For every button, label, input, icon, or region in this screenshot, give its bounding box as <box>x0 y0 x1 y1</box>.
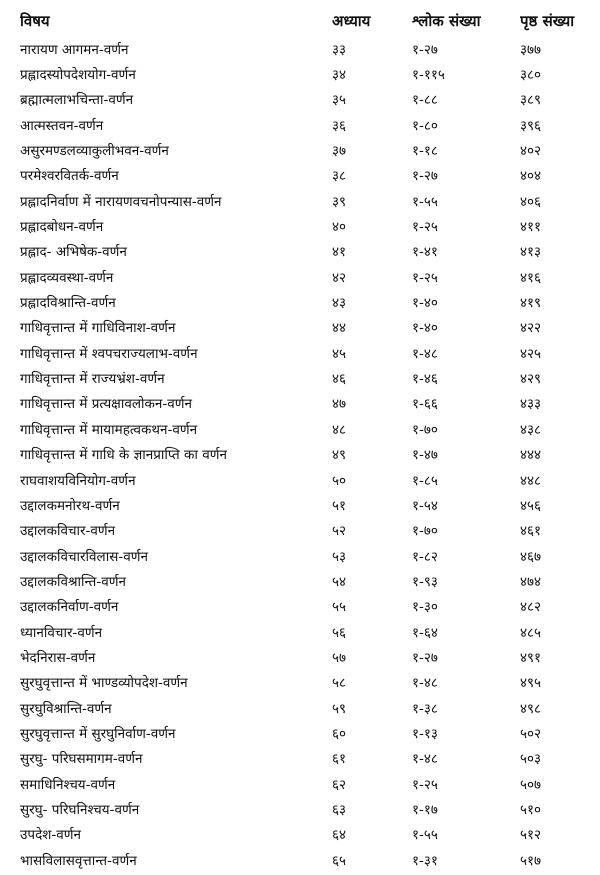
header-chapter: अध्याय <box>332 12 371 30</box>
table-row <box>20 416 592 441</box>
row-subject: गाधिवृत्तान्त में गाधि के ज्ञानप्राप्ति का वर्णन <box>20 447 227 464</box>
row-page: ४३३ <box>520 396 542 413</box>
header-verses: श्लोक संख्या <box>412 12 481 30</box>
row-verses: १-४८ <box>412 751 438 768</box>
row-chapter: ४६ <box>332 371 347 388</box>
row-page: ४१६ <box>520 269 542 286</box>
table-row <box>20 492 592 517</box>
row-verses: १-८८ <box>412 92 438 109</box>
row-subject: प्रह्लादव्यवस्था-वर्णन <box>20 269 114 286</box>
row-page: ३८० <box>520 67 542 84</box>
table-row <box>20 315 592 340</box>
table-row <box>20 87 592 112</box>
row-subject: उद्दालकविचार-वर्णन <box>20 523 116 540</box>
row-chapter: ५४ <box>332 573 347 590</box>
row-subject: उद्दालकविश्रान्ति-वर्णन <box>20 573 126 590</box>
row-verses: १-९३ <box>412 573 438 590</box>
row-verses: १-४८ <box>412 345 438 362</box>
table-row <box>20 720 592 745</box>
row-chapter: ६१ <box>332 751 347 768</box>
row-subject: प्रह्लादनिर्वाण में नारायणवचनोपन्यास-वर्णन <box>20 193 222 210</box>
row-verses: १-१८ <box>412 143 438 160</box>
row-page: ३९६ <box>520 117 542 134</box>
row-verses: १-२७ <box>412 168 438 185</box>
row-subject: नारायण आगमन-वर्णन <box>20 41 129 58</box>
row-page: ४३८ <box>520 421 542 438</box>
row-subject: प्रह्लाद- अभिषेक-वर्णन <box>20 244 127 261</box>
row-verses: १-२७ <box>412 41 438 58</box>
row-subject: सुरघुवृत्तान्त में भाण्डव्योपदेश-वर्णन <box>20 675 188 692</box>
row-verses: १-४० <box>412 320 438 337</box>
row-subject: गाधिवृत्तान्त में प्रत्यक्षावलोकन-वर्णन <box>20 396 192 413</box>
table-row <box>20 188 592 213</box>
row-page: ४८२ <box>520 599 542 616</box>
table-row <box>20 594 592 619</box>
table-row <box>20 619 592 644</box>
row-chapter: ४५ <box>332 345 347 362</box>
row-subject: प्रह्लादस्योपदेशयोग-वर्णन <box>20 67 136 84</box>
row-verses: १-४६ <box>412 371 438 388</box>
row-verses: १-११५ <box>412 67 445 84</box>
row-chapter: ३८ <box>332 168 347 185</box>
row-subject: सुरघुवृत्तान्त में सुरघुनिर्वाण-वर्णन <box>20 725 176 742</box>
row-chapter: ४९ <box>332 447 347 464</box>
row-page: ४८५ <box>520 624 542 641</box>
table-row <box>20 796 592 821</box>
row-verses: १-१७ <box>412 801 438 818</box>
row-page: ५१० <box>520 801 542 818</box>
row-verses: १-५५ <box>412 193 438 210</box>
row-chapter: ३९ <box>332 193 347 210</box>
header-page: पृष्ठ संख्या <box>520 12 575 30</box>
row-chapter: ३६ <box>332 117 347 134</box>
row-chapter: ४२ <box>332 269 347 286</box>
row-chapter: ५२ <box>332 523 347 540</box>
row-page: ४०२ <box>520 143 542 160</box>
row-page: ४६७ <box>520 548 542 565</box>
table-row <box>20 340 592 365</box>
table-row <box>20 163 592 188</box>
row-chapter: ६४ <box>332 827 347 844</box>
row-page: ५१७ <box>520 852 542 869</box>
row-page: ४०४ <box>520 168 542 185</box>
row-page: ५०३ <box>520 751 542 768</box>
row-chapter: ६५ <box>332 852 347 869</box>
row-chapter: ४८ <box>332 421 347 438</box>
table-row <box>20 137 592 162</box>
row-subject: गाधिवृत्तान्त में राज्यभ्रंश-वर्णन <box>20 371 165 388</box>
table-row <box>20 467 592 492</box>
row-page: ४९५ <box>520 675 542 692</box>
row-page: ४२९ <box>520 371 542 388</box>
row-verses: १-४० <box>412 295 438 312</box>
row-verses: १-७० <box>412 421 438 438</box>
row-page: ३८९ <box>520 92 542 109</box>
row-verses: १-८२ <box>412 548 438 565</box>
contents-table <box>20 6 592 872</box>
table-row <box>20 365 592 390</box>
row-chapter: ५१ <box>332 497 347 514</box>
contents-rows <box>20 36 592 872</box>
table-row <box>20 36 592 61</box>
row-page: ५०७ <box>520 776 542 793</box>
row-subject: गाधिवृत्तान्त में श्वपचराज्यलाभ-वर्णन <box>20 345 198 362</box>
row-subject: उद्दालकमनोरथ-वर्णन <box>20 497 120 514</box>
row-verses: १-५४ <box>412 497 438 514</box>
row-subject: असुरमण्डलव्याकुलीभवन-वर्णन <box>20 143 169 160</box>
row-page: ५०२ <box>520 725 542 742</box>
row-verses: १-७० <box>412 523 438 540</box>
row-subject: ध्यानविचार-वर्णन <box>20 624 103 641</box>
row-subject: सुरघु- परिघनिश्चय-वर्णन <box>20 801 140 818</box>
row-page: ४९८ <box>520 700 542 717</box>
row-verses: १-३१ <box>412 852 438 869</box>
row-page: ४५६ <box>520 497 542 514</box>
row-page: ४४४ <box>520 447 542 464</box>
row-page: ४४८ <box>520 472 542 489</box>
table-row <box>20 213 592 238</box>
row-verses: १-६४ <box>412 624 438 641</box>
row-chapter: ५७ <box>332 649 347 666</box>
row-page: ४१३ <box>520 244 542 261</box>
table-row <box>20 289 592 314</box>
row-subject: समाधिनिश्चय-वर्णन <box>20 776 116 793</box>
row-subject: सुरघुविश्रान्ति-वर्णन <box>20 700 112 717</box>
row-page: ४७४ <box>520 573 542 590</box>
table-row <box>20 771 592 796</box>
row-chapter: ५८ <box>332 675 347 692</box>
table-row <box>20 695 592 720</box>
header-row <box>20 6 592 36</box>
row-verses: १-८० <box>412 117 438 134</box>
row-subject: प्रह्लादबोधन-वर्णन <box>20 219 104 236</box>
row-chapter: ३५ <box>332 92 347 109</box>
row-page: ४१९ <box>520 295 542 312</box>
row-page: ४२५ <box>520 345 542 362</box>
row-verses: १-२५ <box>412 776 438 793</box>
row-page: ४०६ <box>520 193 542 210</box>
row-subject: भासविलासवृत्तान्त-वर्णन <box>20 852 137 869</box>
row-verses: १-३८ <box>412 700 438 717</box>
row-subject: उद्दालकविचारविलास-वर्णन <box>20 548 148 565</box>
row-chapter: ३७ <box>332 143 347 160</box>
table-row <box>20 239 592 264</box>
row-subject: परमेश्वरवितर्क-वर्णन <box>20 168 119 185</box>
row-chapter: ५६ <box>332 624 347 641</box>
row-subject: आत्मस्तवन-वर्णन <box>20 117 104 134</box>
row-chapter: ४१ <box>332 244 347 261</box>
row-chapter: ५९ <box>332 700 347 717</box>
row-subject: उद्दालकनिर्वाण-वर्णन <box>20 599 119 616</box>
header-subject: विषय <box>20 12 50 30</box>
row-verses: १-४८ <box>412 675 438 692</box>
row-page: ५१२ <box>520 827 542 844</box>
row-verses: १-१३ <box>412 725 438 742</box>
row-chapter: ६३ <box>332 801 347 818</box>
table-row <box>20 644 592 669</box>
row-subject: उपदेश-वर्णन <box>20 827 82 844</box>
row-subject: प्रह्लादविश्रान्ति-वर्णन <box>20 295 116 312</box>
table-row <box>20 442 592 467</box>
row-chapter: ५५ <box>332 599 347 616</box>
table-row <box>20 670 592 695</box>
row-page: ४२२ <box>520 320 542 337</box>
table-row <box>20 264 592 289</box>
row-page: ४६१ <box>520 523 542 540</box>
row-subject: सुरघु- परिघसमागम-वर्णन <box>20 751 143 768</box>
row-subject: गाधिवृत्तान्त में गाधिविनाश-वर्णन <box>20 320 176 337</box>
row-subject: ब्रह्मात्मलाभचिन्ता-वर्णन <box>20 92 134 109</box>
row-chapter: ६० <box>332 725 347 742</box>
row-chapter: ५३ <box>332 548 347 565</box>
table-row <box>20 746 592 771</box>
row-verses: १-४१ <box>412 244 438 261</box>
row-verses: १-२७ <box>412 649 438 666</box>
table-row <box>20 847 592 872</box>
row-verses: १-५५ <box>412 827 438 844</box>
table-row <box>20 391 592 416</box>
row-verses: १-२५ <box>412 269 438 286</box>
table-row <box>20 61 592 86</box>
row-verses: १-४७ <box>412 447 438 464</box>
row-verses: १-६६ <box>412 396 438 413</box>
table-row <box>20 568 592 593</box>
row-verses: १-८५ <box>412 472 438 489</box>
row-subject: भेदनिरास-वर्णन <box>20 649 96 666</box>
row-verses: १-२५ <box>412 219 438 236</box>
row-chapter: ३४ <box>332 67 347 84</box>
row-chapter: ४४ <box>332 320 347 337</box>
row-subject: राघवाशयविनियोग-वर्णन <box>20 472 136 489</box>
row-page: ३७७ <box>520 41 542 58</box>
row-chapter: ३३ <box>332 41 347 58</box>
row-subject: गाधिवृत्तान्त में मायामहत्वकथन-वर्णन <box>20 421 198 438</box>
table-row <box>20 518 592 543</box>
row-page: ४९१ <box>520 649 542 666</box>
row-verses: १-३० <box>412 599 438 616</box>
table-row <box>20 543 592 568</box>
row-chapter: ६२ <box>332 776 347 793</box>
row-chapter: ४७ <box>332 396 347 413</box>
table-row <box>20 822 592 847</box>
row-page: ४११ <box>520 219 542 236</box>
row-chapter: ४० <box>332 219 347 236</box>
table-row <box>20 112 592 137</box>
row-chapter: ४३ <box>332 295 347 312</box>
row-chapter: ५० <box>332 472 347 489</box>
